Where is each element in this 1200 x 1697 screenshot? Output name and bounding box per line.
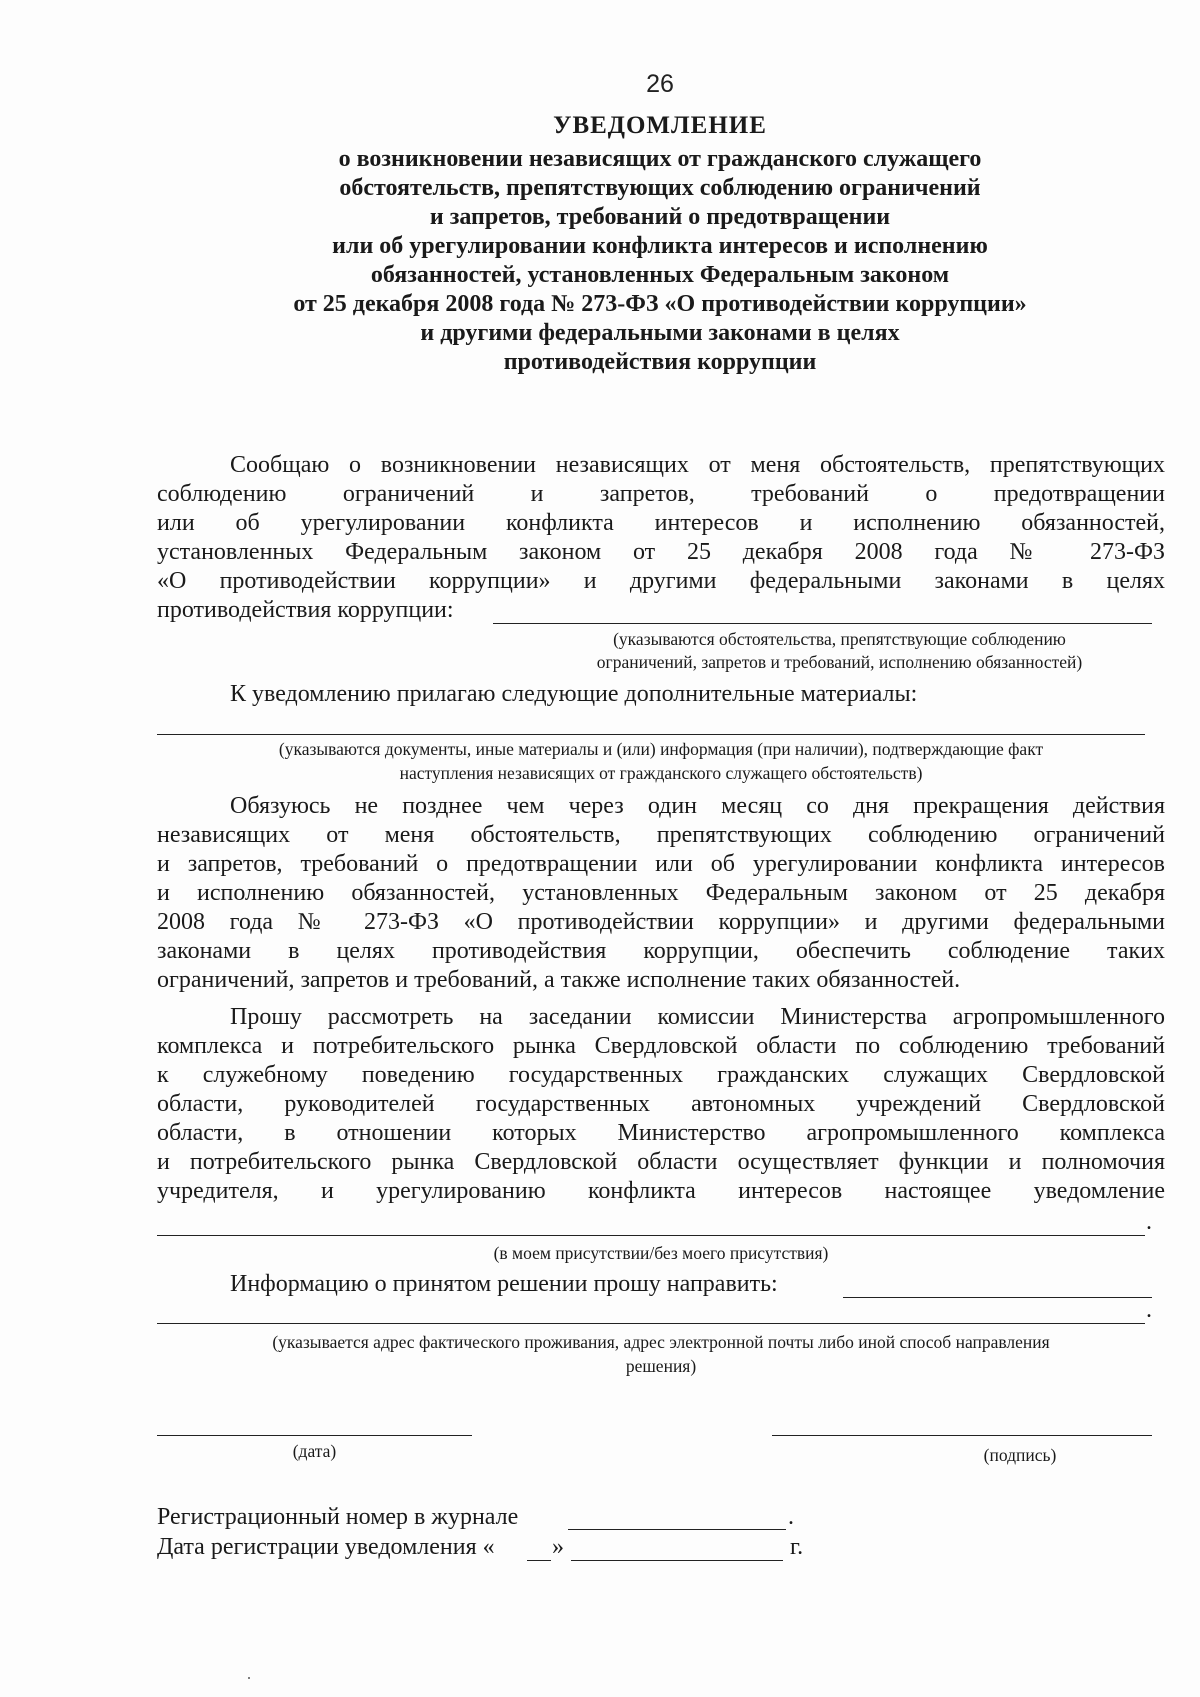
attachments-note-line: (указываются документы, иные материалы и (или) информация (при наличии), подтверждающие факт <box>278 739 1044 759</box>
paragraph-2-line: 2008 года № 273-ФЗ «О противодействии коррупции» и другими федеральными <box>157 909 1165 935</box>
paragraph-2-line: и исполнению обязанностей, установленных Федеральным законом от 25 декабря <box>157 880 1165 906</box>
presence-period: . <box>1146 1209 1152 1235</box>
circumstances-blank-line <box>493 623 1152 624</box>
date-signature-line <box>157 1435 472 1436</box>
registration-number-blank <box>568 1529 786 1530</box>
address-note-line: (указывается адрес фактического проживания, адрес электронной почты либо иной способ направления <box>272 1332 1050 1352</box>
paragraph-3-line: и потребительского рынка Свердловской области осуществляет функции и полномочия <box>157 1149 1165 1175</box>
page-number: 26 <box>646 70 674 98</box>
decision-address-blank-line <box>843 1297 1152 1298</box>
paragraph-1-line: соблюдению ограничений и запретов, требований о предотвращении <box>157 481 1165 507</box>
presence-blank-line <box>157 1235 1145 1236</box>
subtitle-line: и другими федеральными законами в целях <box>420 320 900 346</box>
subtitle-line: и запретов, требований о предотвращении <box>429 204 891 230</box>
paragraph-2-last-line: ограничений, запретов и требований, а также исполнение таких обязанностей. <box>157 967 961 993</box>
decision-info-text: Информацию о принятом решении прошу направить: <box>230 1271 778 1297</box>
presence-note: (в моем присутствии/без моего присутствия) <box>493 1243 829 1263</box>
registration-date-quote-close: » <box>552 1534 564 1560</box>
paragraph-2-line: законами в целях противодействия коррупции, обеспечить соблюдение таких <box>157 938 1165 964</box>
address-note-line: решения) <box>625 1356 697 1376</box>
attachments-note-line: наступления независящих от гражданского служащего обстоятельств) <box>399 763 923 783</box>
circumstances-note-line: (указываются обстоятельства, препятствующие соблюдению <box>613 629 1066 649</box>
paragraph-3-line: учредителя, и урегулированию конфликта интересов настоящее уведомление <box>157 1178 1165 1204</box>
registration-day-blank <box>527 1560 551 1561</box>
paragraph-1-line: «О противодействии коррупции» и другими федеральными законами в целях <box>157 568 1165 594</box>
paragraph-1-last-line: противодействия коррупции: <box>157 597 454 623</box>
paragraph-1-line: Сообщаю о возникновении независящих от меня обстоятельств, препятствующих <box>230 452 1165 478</box>
subtitle-line: обязанностей, установленных Федеральным законом <box>370 262 950 288</box>
paragraph-3-line: области, руководителей государственных автономных учреждений Свердловской <box>157 1091 1165 1117</box>
paragraph-3-line: к служебному поведению государственных гражданских служащих Свердловской <box>157 1062 1165 1088</box>
registration-month-blank <box>571 1560 783 1561</box>
registration-number-period: . <box>788 1504 794 1530</box>
signature-label: (подпись) <box>983 1445 1057 1465</box>
registration-number-label: Регистрационный номер в журнале <box>157 1504 519 1530</box>
date-label: (дата) <box>292 1441 337 1461</box>
attachments-text: К уведомлению прилагаю следующие дополнительные материалы: <box>230 681 918 707</box>
paragraph-3-line: комплекса и потребительского рынка Свердловской области по соблюдению требований <box>157 1033 1165 1059</box>
decision-address-blank-line-2 <box>157 1323 1145 1324</box>
registration-date-label: Дата регистрации уведомления « <box>157 1534 495 1560</box>
attachments-blank-line <box>157 734 1145 735</box>
paragraph-3-line: Прошу рассмотреть на заседании комиссии Министерства агропромышленного <box>230 1004 1165 1030</box>
signature-line <box>772 1435 1152 1436</box>
paragraph-2-line: независящих от меня обстоятельств, препятствующих соблюдению ограничений <box>157 822 1165 848</box>
registration-year-suffix: г. <box>790 1534 804 1560</box>
subtitle-line: от 25 декабря 2008 года № 273-ФЗ «О противодействии коррупции» <box>293 291 1027 317</box>
paragraph-3-line: области, в отношении которых Министерство агропромышленного комплекса <box>157 1120 1165 1146</box>
paragraph-2-line: и запретов, требований о предотвращении или об урегулировании конфликта интересов <box>157 851 1165 877</box>
circumstances-note-line: ограничений, запретов и требований, исполнению обязанностей) <box>596 652 1083 672</box>
paragraph-1-line: или об урегулировании конфликта интересов и исполнению обязанностей, <box>157 510 1165 536</box>
decision-period: . <box>1146 1297 1152 1323</box>
subtitle-line: о возникновении независящих от гражданского служащего <box>338 146 982 172</box>
paragraph-1-line: установленных Федеральным законом от 25 декабря 2008 года № 273-ФЗ <box>157 539 1165 565</box>
subtitle-line: противодействия коррупции <box>503 349 817 375</box>
subtitle-line: или об урегулировании конфликта интересов и исполнению <box>332 233 988 259</box>
subtitle-line: обстоятельств, препятствующих соблюдению ограничений <box>339 175 981 201</box>
paragraph-2-line: Обязуюсь не позднее чем через один месяц со дня прекращения действия <box>230 793 1165 819</box>
document-title: УВЕДОМЛЕНИЕ <box>553 112 767 139</box>
scan-speck <box>248 1677 250 1679</box>
